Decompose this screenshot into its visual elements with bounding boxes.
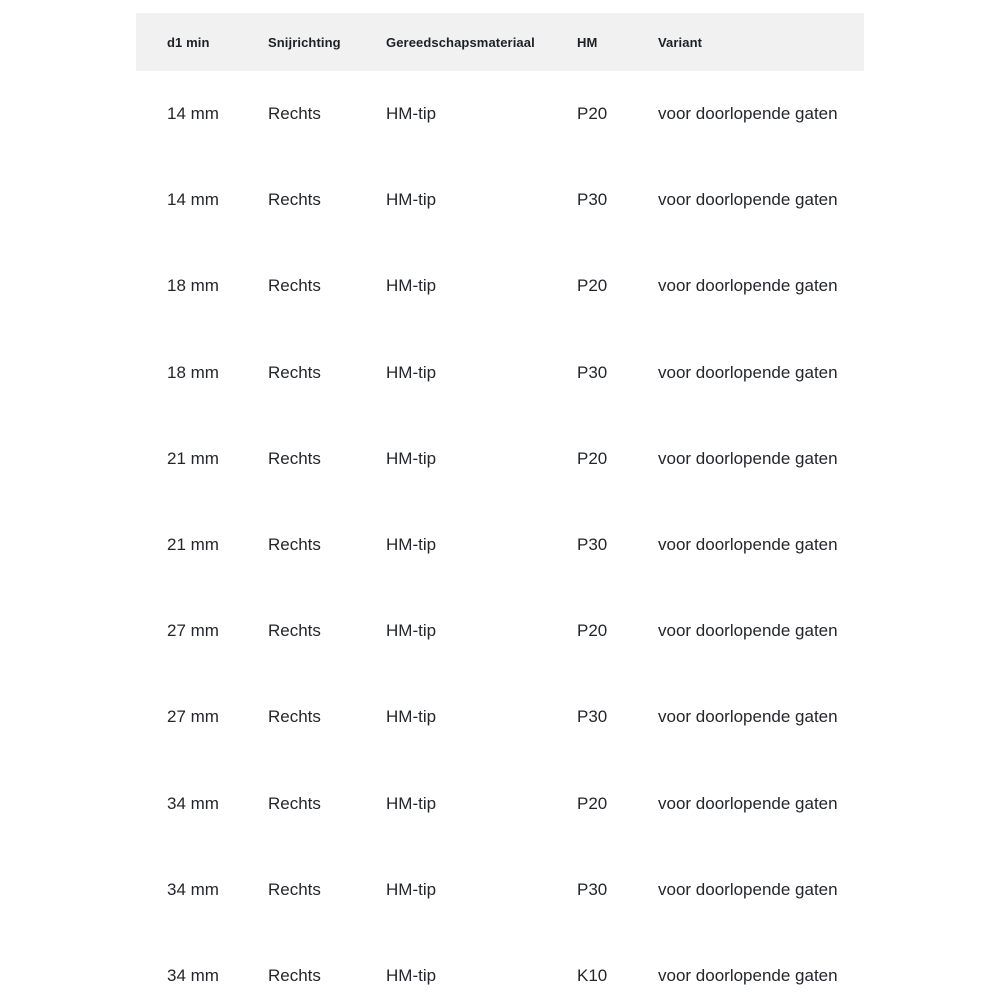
table-cell-variant: voor doorlopende gaten	[658, 879, 838, 899]
table-cell-d1-min: 34 mm	[167, 793, 219, 813]
table-cell-snijrichting: Rechts	[268, 965, 321, 985]
table-cell-gereedschapsmateriaal: HM-tip	[386, 535, 437, 555]
table-cell-hm: P20	[577, 104, 608, 124]
table-row[interactable]	[136, 157, 864, 243]
table-cell-gereedschapsmateriaal: HM-tip	[386, 879, 437, 899]
table-cell-gereedschapsmateriaal: HM-tip	[386, 707, 437, 727]
table-cell-variant: voor doorlopende gaten	[658, 965, 838, 985]
table-cell-snijrichting: Rechts	[268, 276, 321, 296]
column-header-hm: HM	[577, 34, 598, 50]
table-cell-d1-min: 18 mm	[167, 276, 219, 296]
column-header-d1-min: d1 min	[167, 34, 210, 50]
table-body	[136, 71, 864, 1000]
table-row[interactable]	[136, 502, 864, 588]
table-cell-d1-min: 18 mm	[167, 362, 219, 382]
column-header-gereedschapsmateriaal: Gereedschapsmateriaal	[386, 34, 535, 50]
table-row[interactable]	[136, 588, 864, 674]
table-cell-d1-min: 21 mm	[167, 535, 219, 555]
table-cell-snijrichting: Rechts	[268, 190, 321, 210]
table-cell-snijrichting: Rechts	[268, 707, 321, 727]
table-cell-gereedschapsmateriaal: HM-tip	[386, 276, 437, 296]
table-cell-d1-min: 34 mm	[167, 965, 219, 985]
table-cell-hm: P30	[577, 362, 608, 382]
table-row[interactable]	[136, 243, 864, 329]
table-cell-gereedschapsmateriaal: HM-tip	[386, 104, 437, 124]
table-cell-variant: voor doorlopende gaten	[658, 535, 838, 555]
table-cell-variant: voor doorlopende gaten	[658, 362, 838, 382]
table-cell-variant: voor doorlopende gaten	[658, 448, 838, 468]
table-cell-snijrichting: Rechts	[268, 362, 321, 382]
table-cell-gereedschapsmateriaal: HM-tip	[386, 793, 437, 813]
table-cell-snijrichting: Rechts	[268, 621, 321, 641]
table-cell-gereedschapsmateriaal: HM-tip	[386, 965, 437, 985]
table-row[interactable]	[136, 674, 864, 760]
table-cell-d1-min: 14 mm	[167, 190, 219, 210]
table-cell-snijrichting: Rechts	[268, 793, 321, 813]
table-cell-d1-min: 21 mm	[167, 448, 219, 468]
column-header-variant: Variant	[658, 34, 703, 50]
table-cell-hm: P30	[577, 190, 608, 210]
table-cell-hm: P20	[577, 448, 608, 468]
table-cell-snijrichting: Rechts	[268, 448, 321, 468]
table-cell-d1-min: 34 mm	[167, 879, 219, 899]
table-cell-variant: voor doorlopende gaten	[658, 190, 838, 210]
table-cell-variant: voor doorlopende gaten	[658, 276, 838, 296]
table-cell-d1-min: 27 mm	[167, 707, 219, 727]
table-header-row	[136, 13, 864, 71]
table-row[interactable]	[136, 71, 864, 157]
table-row[interactable]	[136, 416, 864, 502]
table-cell-variant: voor doorlopende gaten	[658, 793, 838, 813]
table-cell-hm: P30	[577, 879, 608, 899]
table-cell-hm: K10	[577, 965, 608, 985]
table-cell-hm: P30	[577, 707, 608, 727]
table-cell-hm: P20	[577, 621, 608, 641]
table-cell-snijrichting: Rechts	[268, 879, 321, 899]
table-cell-gereedschapsmateriaal: HM-tip	[386, 190, 437, 210]
table-cell-variant: voor doorlopende gaten	[658, 707, 838, 727]
table-cell-d1-min: 27 mm	[167, 621, 219, 641]
table-cell-variant: voor doorlopende gaten	[658, 104, 838, 124]
table-cell-hm: P20	[577, 793, 608, 813]
table-cell-gereedschapsmateriaal: HM-tip	[386, 448, 437, 468]
table-cell-variant: voor doorlopende gaten	[658, 621, 838, 641]
table-row[interactable]	[136, 933, 864, 1000]
table-cell-d1-min: 14 mm	[167, 104, 219, 124]
table-cell-hm: P20	[577, 276, 608, 296]
table-cell-snijrichting: Rechts	[268, 535, 321, 555]
table-row[interactable]	[136, 847, 864, 933]
table-cell-gereedschapsmateriaal: HM-tip	[386, 621, 437, 641]
table-cell-snijrichting: Rechts	[268, 104, 321, 124]
variant-table	[136, 13, 864, 1000]
table-row[interactable]	[136, 761, 864, 847]
table-cell-gereedschapsmateriaal: HM-tip	[386, 362, 437, 382]
table-cell-hm: P30	[577, 535, 608, 555]
column-header-snijrichting: Snijrichting	[268, 34, 341, 50]
table-row[interactable]	[136, 330, 864, 416]
